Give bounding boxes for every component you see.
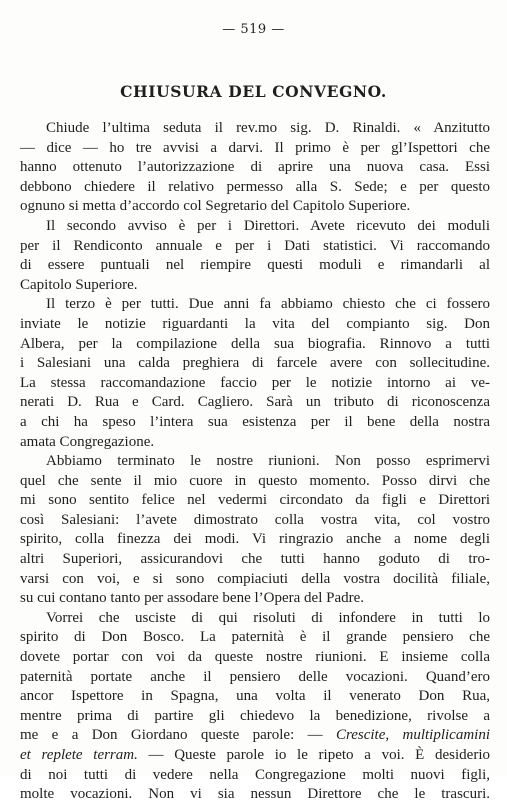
- text-line: dovete portar con voi da queste nostre riunioni. E insieme colla: [20, 649, 490, 666]
- text-line: su cui contano tanto per assodare bene l’Opera del Padre.: [20, 590, 365, 607]
- text-line: spirito di Don Bosco. La paternità è il grande pensiero che: [20, 629, 490, 646]
- text-line: così Salesiani: l’avete dimostrato colla vostra vita, col vostro: [20, 511, 490, 528]
- text-line: mi sono sentito felice nel vedermi circondato da figli e Direttori: [20, 492, 490, 509]
- text-line: di essere puntuali nel riempire questi moduli e rimandarli al: [20, 257, 490, 274]
- text-line: La stessa raccomandazione faccio per le notizie intorno ai ve-: [20, 374, 490, 391]
- text-line: ancor Ispettore in Spagna, una volta il venerato Don Rua,: [20, 688, 490, 705]
- text-line: [20, 726, 490, 746]
- text-line: Il terzo è per tutti. Due anni fa abbiamo chiesto che ci fossero: [46, 296, 490, 313]
- text-line: altri Superiori, assicurandovi che tutti hanno goduto di tro-: [20, 551, 490, 568]
- text-segment: — Queste parole io le ripeto a voi. È desiderio: [137, 747, 490, 763]
- text-line: Abbiamo terminato le nostre riunioni. Non posso esprimervi: [46, 453, 490, 470]
- text-line: per il Rendiconto annuale e per i Dati statistici. Vi raccomando: [20, 237, 490, 254]
- text-line: molte vocazioni. Non vi sia nessun Direttore che le trascuri.: [20, 786, 490, 803]
- text-line: paternità portate anche il pensiero delle vocazioni. Quand’ero: [20, 668, 490, 685]
- text-line: amata Congregazione.: [20, 433, 155, 450]
- text-line: Vorrei che usciste di qui risoluti di infondere in tutti lo: [46, 609, 490, 626]
- text-line: Chiude l’ultima seduta il rev.mo sig. D. Rinaldi. « Anzitutto: [46, 120, 490, 136]
- text-line: varsi con voi, e si sono compiaciuti della vostra docilità filiale,: [20, 570, 490, 587]
- text-line: hanno ottenuto l’autorizzazione di aprire una nuova casa. Essi: [20, 159, 490, 176]
- page-number: — 519 —: [222, 22, 285, 37]
- text-line: Albera, per la compilazione della sua biografia. Rinnovo a tutti: [20, 335, 490, 352]
- text-line: nerati D. Rua e Card. Cagliero. Sarà un tributo di riconoscenza: [20, 394, 490, 411]
- text-line: Il secondo avviso è per i Direttori. Avete ricevuto dei moduli: [46, 217, 490, 234]
- text-line: Capitolo Superiore.: [20, 276, 138, 293]
- body-text: [20, 119, 490, 805]
- text-line: — dice — ho tre avvisi a darvi. Il primo è per gl’Ispettori che: [20, 139, 490, 156]
- section-title: CHIUSURA DEL CONVEGNO.: [120, 82, 387, 101]
- text-line: spirito, colla finezza dei modi. Vi ringrazio anche a nome degli: [20, 531, 490, 548]
- latin-quote: Crescite, multiplicamini: [335, 727, 490, 744]
- text-line: a chi ha speso l’intera sua esistenza per il bene della nostra: [20, 413, 490, 430]
- text-line: inviate le notizie riguardanti la vita del compianto sig. Don: [20, 315, 490, 332]
- text-line: mentre prima di partire gli chiedevo la benedizione, rivolse a: [20, 707, 490, 724]
- text-line: i Salesiani una calda preghiera di farcele avere con sollecitudine.: [20, 355, 490, 372]
- latin-quote: et replete terram.: [20, 747, 138, 763]
- text-line: quel che sente il mio cuore in questo momento. Posso dirvi che: [20, 472, 490, 489]
- text-segment: me e a Don Giordano queste parole: —: [20, 727, 336, 744]
- text-line: debbono chiedere il relativo permesso alla S. Sede; e per questo: [20, 178, 490, 195]
- text-line: [20, 746, 490, 766]
- text-line: di noi tutti di vedere nella Congregazione molti nuovi figli,: [20, 766, 490, 783]
- text-line: ognuno si metta d’accordo col Segretario del Capitolo Superiore.: [20, 198, 411, 215]
